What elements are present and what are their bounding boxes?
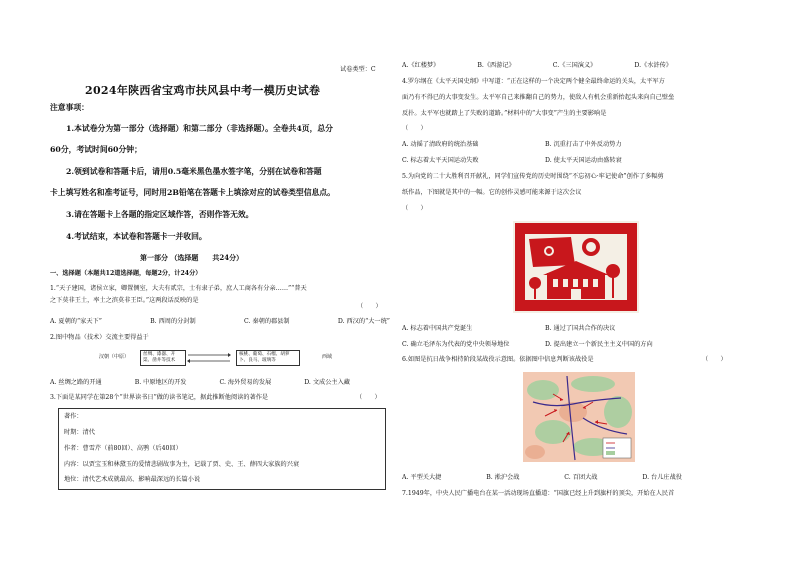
notes-item-2-cont: 卡上填写姓名和准考证号，同时用2B铅笔在答题卡上填涂对应的试卷类型信息点。: [50, 188, 335, 197]
q5-option-c[interactable]: C. 确立毛泽东为代表的党中央领导地位: [402, 341, 510, 348]
q3-option-a[interactable]: A.《红楼梦》: [402, 62, 440, 69]
flow-right-label: 西域: [322, 354, 333, 360]
q3-stem: 3.下面是某同学在第28个“世界读书日”做的读书笔记，据此推断他阅读的著作是: [50, 394, 269, 401]
q1-stem-line1: 1.“天子建国，诸侯立家，卿置侧室，大夫有贰宗，士有隶子弟，庶人工商各有分亲……”“普天: [50, 285, 307, 292]
q5-option-a[interactable]: A. 标志着中国共产党诞生: [402, 325, 473, 332]
q1-answer-paren: （ ）: [357, 303, 382, 310]
flow-box-imports-line1: 核桃、葡萄、石榴、胡萝: [239, 352, 290, 357]
q4-option-b[interactable]: B. 沉重打击了中外反动势力: [545, 141, 622, 148]
section-title: 一、选择题（本题共12道选择题，每题2分，计24分）: [50, 270, 202, 277]
q1-option-b[interactable]: B. 西周的分封制: [150, 318, 196, 325]
q3-note-period: 时期：清代: [64, 429, 95, 436]
q1-option-c[interactable]: C. 秦朝的郡县制: [244, 318, 290, 325]
q3-reading-note-box: [58, 408, 386, 490]
paper-type-label: 试卷类型：C: [340, 66, 376, 73]
notes-item-1: 1.本试卷分为第一部分（选择题）和第二部分（非选择题）。全卷共4页，总分: [66, 124, 333, 133]
q5-stem-line1: 5.为向党的二十大胜利召开献礼，同学们宣传党的历史时围绕“不忘初心·牢记使命”创作了多幅剪: [402, 173, 664, 180]
part1-title: 第一部分 （选择题 共24分）: [140, 253, 244, 262]
q2-stem: 2.图中物品（技术）交流主要得益于: [50, 334, 149, 341]
flow-box-imports-line2: 卜、良马、玻璃等: [239, 358, 276, 363]
q4-stem-line1: 4.罗尔纲在《太平天国史纲》中写道：“正在这样的一个决定两个健全最终命运的关头，太平军方: [402, 78, 665, 85]
q1-option-a[interactable]: A. 夏朝的“家天下”: [50, 318, 102, 325]
q3-note-status: 地位：清代艺术成就最高、影响最深远的长篇小说: [64, 476, 201, 483]
q6-answer-paren: （ ）: [702, 356, 727, 363]
flow-box-imports: [236, 350, 300, 366]
q3-note-content: 内容：以贾宝玉和林黛玉的爱情悲剧故事为主，记载了贾、史、王、薛四大家族的兴衰: [64, 461, 300, 468]
q6-option-c[interactable]: C. 百团大战: [564, 474, 598, 481]
q3-answer-paren: （ ）: [356, 394, 381, 401]
q5-answer-paren: （ ）: [402, 205, 427, 212]
q4-answer-paren: （ ）: [402, 125, 427, 132]
q4-option-d[interactable]: D. 使太平天国运动由盛转衰: [545, 157, 622, 164]
flow-box-exports: [140, 350, 186, 366]
flow-box-exports-line2: 渠、凿井等技术: [143, 358, 176, 363]
q4-option-a[interactable]: A. 动摇了清政府的统治基础: [402, 141, 479, 148]
q6-option-d[interactable]: D. 台儿庄战役: [642, 474, 682, 481]
q3-option-b[interactable]: B.《西游记》: [477, 62, 515, 69]
q4-stem-line2: 面乃有不得已的大事变发生。太平军自己来推翻自己的势力，使敌人有机会重新抬起头来向自己壁垒: [402, 94, 675, 101]
notes-item-3: 3.请在答题卡上各题的指定区域作答，否则作答无效。: [66, 210, 254, 219]
q3-note-work: 著作：: [64, 413, 83, 420]
notes-item-4: 4.考试结束，本试卷和答题卡一并收回。: [66, 232, 207, 241]
flow-left-label: 汉朝（中原）: [99, 354, 130, 360]
q2-option-c[interactable]: C. 海外贸易的发展: [219, 379, 272, 386]
q4-option-c[interactable]: C. 标志着太平天国运动失败: [402, 157, 479, 164]
q3-note-author: 作者：曹雪芹（前80回）、高鹗（后40回）: [64, 445, 182, 452]
q3-option-d[interactable]: D.《水浒传》: [634, 62, 672, 69]
q5-stem-line2: 纸作品，下图就是其中的一幅。它的创作灵感可能来源于这次会议: [402, 189, 582, 196]
battle-map-image: [523, 372, 635, 462]
q2-option-d[interactable]: D. 文成公主入藏: [304, 379, 350, 386]
flow-arrows: [186, 350, 232, 366]
notes-item-1-cont: 60分，考试时间60分钟；: [50, 145, 142, 154]
q2-option-a[interactable]: A. 丝绸之路的开通: [50, 379, 102, 386]
q6-option-b[interactable]: B. 淞沪会战: [486, 474, 520, 481]
notes-heading: 注意事项：: [50, 103, 89, 112]
q7-stem: 7.1949年，中央人民广播电台在某一活动现场直播道：“国旗已经上升到旗杆的顶尖，开始在人民首: [402, 490, 675, 497]
q6-stem: 6.如图是抗日战争相持阶段某战役示意图。依据图中信息判断该战役是: [402, 356, 594, 363]
papercut-image: [513, 221, 639, 313]
flow-box-exports-line1: 丝绸、漆器、开: [143, 352, 176, 357]
q5-option-b[interactable]: B. 通过了国共合作的决议: [545, 325, 616, 332]
q4-stem-line3: 反扑。太平军也就踏上了失败的道路。”材料中的“大事变”产生的主要影响是: [402, 110, 607, 117]
notes-item-2: 2.领到试卷和答题卡后，请用0.5毫米黑色墨水签字笔，分别在试卷和答题: [66, 167, 322, 176]
q6-option-a[interactable]: A. 平型关大捷: [402, 474, 442, 481]
q5-option-d[interactable]: D. 提出建立一个新民主主义中国的方向: [545, 341, 653, 348]
q1-option-d[interactable]: D. 西汉的“大一统”: [337, 318, 390, 325]
q3-option-c[interactable]: C.《三国演义》: [552, 62, 597, 69]
q2-option-b[interactable]: B. 中原地区的开发: [134, 379, 187, 386]
page-title: 2024年陕西省宝鸡市扶风县中考一模历史试卷: [85, 84, 321, 97]
q1-stem-line2: 之下莫非王土，率土之滨莫非王臣。”这两段话反映的是: [50, 297, 199, 304]
